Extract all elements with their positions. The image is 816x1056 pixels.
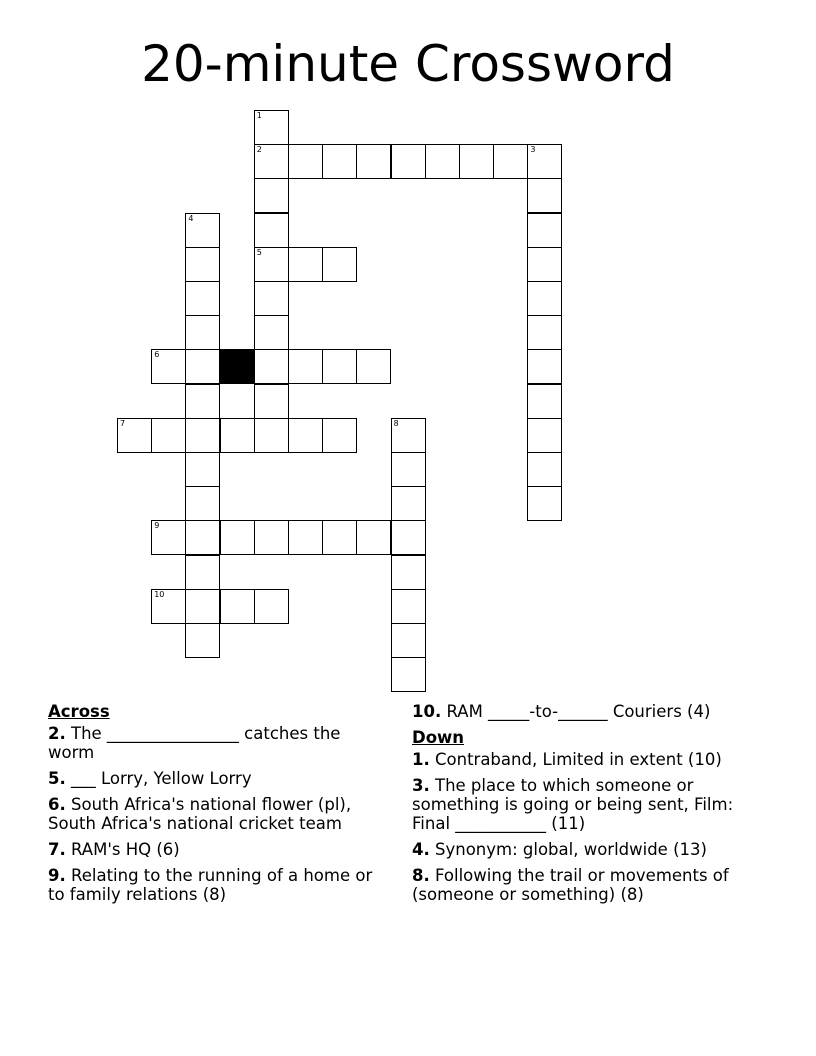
grid-cell[interactable]: [322, 520, 357, 555]
grid-cell[interactable]: [322, 144, 357, 179]
clue-number: 4.: [412, 840, 430, 859]
grid-cell[interactable]: [254, 315, 289, 350]
grid-block: [220, 349, 255, 384]
grid-cell[interactable]: [322, 418, 357, 453]
grid-cell[interactable]: [254, 349, 289, 384]
clue-number-label: 4: [188, 213, 194, 223]
grid-cell[interactable]: [391, 657, 426, 692]
grid-cell[interactable]: [254, 144, 289, 179]
grid-cell[interactable]: [527, 418, 562, 453]
grid-cell[interactable]: [185, 247, 220, 282]
grid-cell[interactable]: [288, 520, 323, 555]
grid-cell[interactable]: [185, 555, 220, 590]
clue-number: 7.: [48, 840, 66, 859]
grid-cell[interactable]: [254, 247, 289, 282]
grid-cell[interactable]: [185, 384, 220, 419]
grid-cell[interactable]: [493, 144, 528, 179]
clue-number: 8.: [412, 866, 430, 885]
clue-text: Relating to the running of a home or to family relations (8): [48, 866, 373, 904]
grid-cell[interactable]: [391, 589, 426, 624]
clue-text: RAM's HQ (6): [65, 840, 180, 859]
clue-number-label: 1: [256, 111, 262, 120]
grid-cell[interactable]: [254, 110, 289, 145]
clue-text: The ________________ catches the worm: [48, 724, 341, 762]
grid-cell[interactable]: [288, 144, 323, 179]
clue-across-9: [48, 866, 388, 904]
clue-number: 10.: [412, 702, 442, 721]
grid-cell[interactable]: [151, 418, 186, 453]
clue-number-label: 8: [393, 418, 399, 428]
clue-down-8: [412, 866, 772, 904]
clue-text: Contraband, Limited in extent (10): [429, 750, 722, 769]
clue-number: 9.: [48, 866, 66, 885]
grid-cell[interactable]: [391, 520, 426, 555]
clue-number: 2.: [48, 724, 66, 743]
grid-cell[interactable]: [288, 418, 323, 453]
clue-number-label: 5: [256, 247, 262, 257]
clue-number-label: 7: [120, 418, 126, 428]
grid-cell[interactable]: [151, 520, 186, 555]
grid-cell[interactable]: [185, 623, 220, 658]
grid-cell[interactable]: [391, 623, 426, 658]
clue-number-label: 10: [154, 589, 165, 599]
grid-cell[interactable]: [356, 520, 391, 555]
grid-cell[interactable]: [527, 281, 562, 316]
grid-cell[interactable]: [356, 144, 391, 179]
clue-text: RAM _____-to-______ Couriers (4): [441, 702, 711, 721]
clue-number: 1.: [412, 750, 430, 769]
clue-down-3: [412, 776, 772, 833]
clue-number-label: 9: [154, 521, 160, 531]
clue-text: The place to which someone or something is going or being sent, Film: Final ___________ (11): [412, 776, 734, 833]
grid-cell[interactable]: [151, 349, 186, 384]
grid-cell[interactable]: [527, 178, 562, 213]
grid-cell[interactable]: [254, 418, 289, 453]
across-heading: Across: [48, 702, 110, 721]
grid-cell[interactable]: [254, 384, 289, 419]
grid-cell[interactable]: [459, 144, 494, 179]
grid-cell[interactable]: [185, 589, 220, 624]
clue-number: 3.: [412, 776, 430, 795]
clue-down-1: [412, 750, 772, 769]
clue-number: 5.: [48, 769, 66, 788]
grid-cell[interactable]: [356, 349, 391, 384]
clue-across-5: [48, 769, 388, 788]
down-heading: Down: [412, 728, 465, 747]
grid-cell[interactable]: [220, 520, 255, 555]
puzzle-title: 20-minute Crossword: [141, 35, 675, 93]
grid-cell[interactable]: [254, 520, 289, 555]
clue-text: ___ Lorry, Yellow Lorry: [65, 769, 252, 788]
grid-cell[interactable]: [220, 589, 255, 624]
grid-cell[interactable]: [527, 315, 562, 350]
clue-text: Synonym: global, worldwide (13): [429, 840, 707, 859]
grid-cell[interactable]: [288, 349, 323, 384]
clue-across-7: [48, 840, 388, 859]
grid-cell[interactable]: [391, 418, 426, 453]
clue-text: South Africa's national flower (pl), South Africa's national cricket team: [48, 795, 352, 833]
clue-number-label: 6: [154, 350, 160, 360]
grid-cell[interactable]: [322, 247, 357, 282]
clue-text: Following the trail or movements of (someone or something) (8): [412, 866, 729, 904]
grid-cell[interactable]: [185, 486, 220, 521]
grid-cell[interactable]: [185, 520, 220, 555]
grid-cell[interactable]: [185, 418, 220, 453]
clue-down-4: [412, 840, 772, 859]
grid-cell[interactable]: [391, 486, 426, 521]
grid-cell[interactable]: [185, 281, 220, 316]
grid-cell[interactable]: [527, 144, 562, 179]
grid-cell[interactable]: [185, 315, 220, 350]
grid-cell[interactable]: [254, 281, 289, 316]
grid-cell[interactable]: [527, 247, 562, 282]
clues-left-column: [48, 702, 388, 911]
clue-number-label: 2: [256, 145, 262, 155]
clue-across-10: [412, 702, 772, 721]
grid-cell[interactable]: [185, 349, 220, 384]
grid-cell[interactable]: [220, 418, 255, 453]
grid-cell[interactable]: [322, 349, 357, 384]
grid-cell[interactable]: [391, 452, 426, 487]
grid-cell[interactable]: [527, 452, 562, 487]
grid-cell[interactable]: [185, 213, 220, 248]
grid-cell[interactable]: [425, 144, 460, 179]
clues-right-column: [412, 702, 772, 911]
grid-cell[interactable]: [254, 178, 289, 213]
grid-cell[interactable]: [254, 589, 289, 624]
grid-cell[interactable]: [391, 555, 426, 590]
grid-cell[interactable]: [151, 589, 186, 624]
clue-across-2: [48, 724, 388, 762]
clue-number: 6.: [48, 795, 66, 814]
clue-number-label: 3: [530, 145, 536, 155]
grid-cell[interactable]: [527, 213, 562, 248]
grid-cell[interactable]: [527, 384, 562, 419]
grid-cell[interactable]: [288, 247, 323, 282]
clue-across-6: [48, 795, 388, 833]
grid-cell[interactable]: [527, 349, 562, 384]
grid-cell[interactable]: [185, 452, 220, 487]
grid-cell[interactable]: [254, 213, 289, 248]
grid-cell[interactable]: [391, 144, 426, 179]
grid-cell[interactable]: [117, 418, 152, 453]
grid-cell[interactable]: [527, 486, 562, 521]
